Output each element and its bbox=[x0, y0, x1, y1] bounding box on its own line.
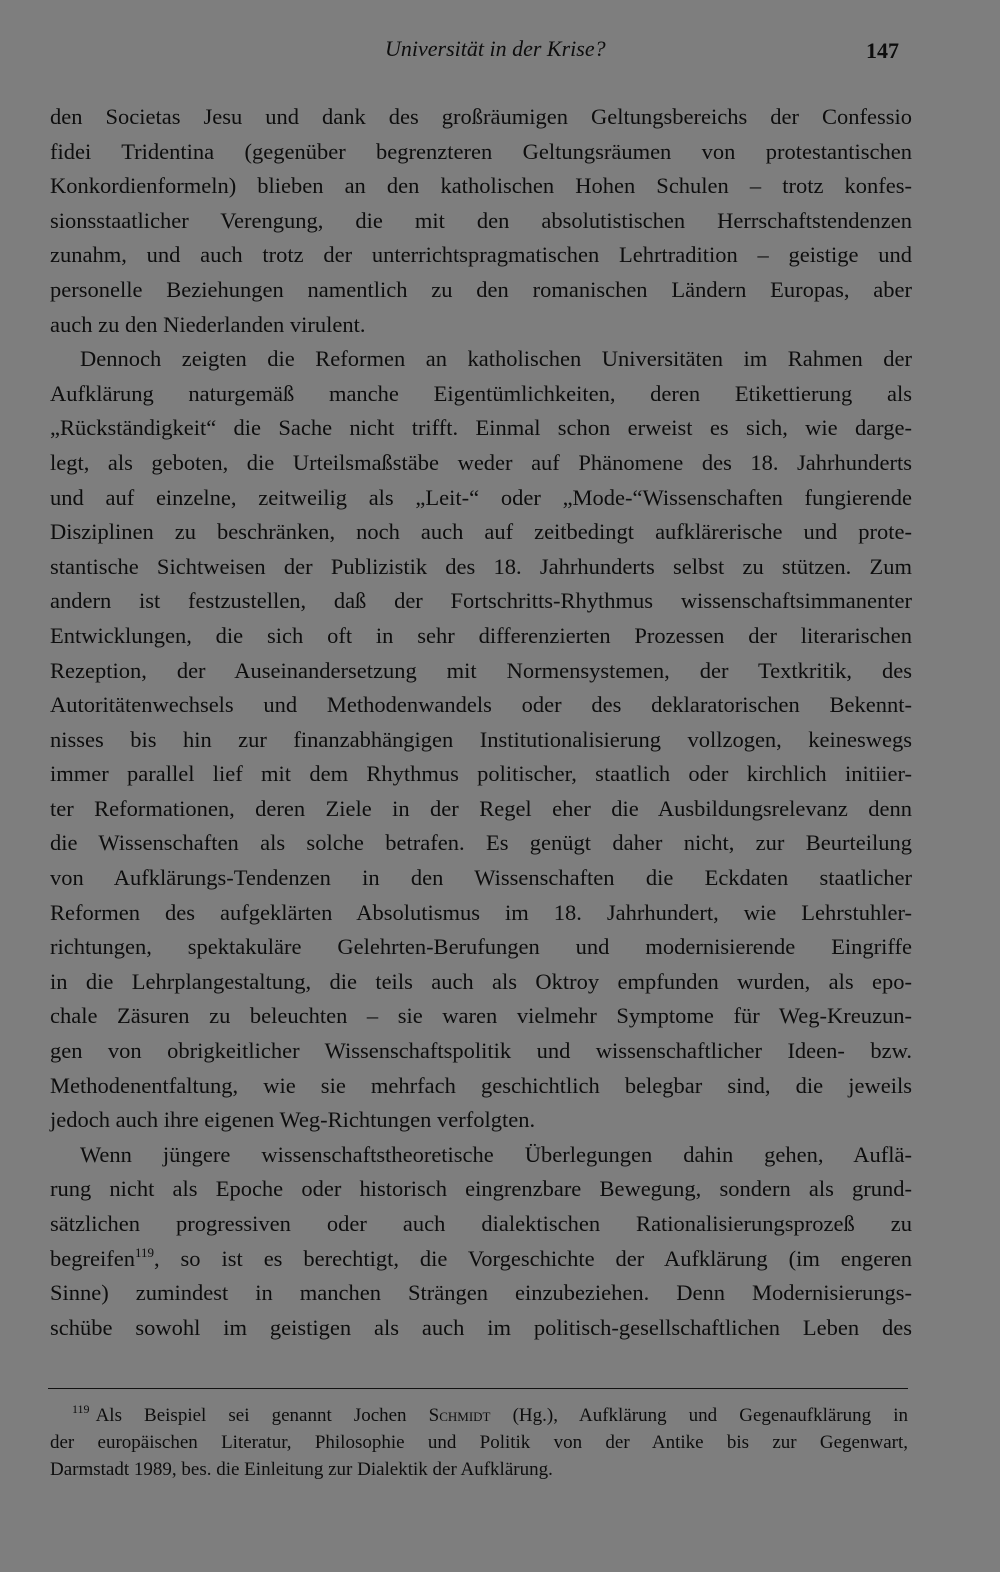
text-line: zunahm, und auch trotz der unterrichtspragmatischen Lehrtradition – geistige und bbox=[50, 242, 912, 268]
text-line: immer parallel lief mit dem Rhythmus politischer, staatlich oder kirchlich initiier- bbox=[50, 761, 912, 787]
text-line: gen von obrigkeitlicher Wissenschaftspolitik und wissenschaftlicher Ideen- bzw. bbox=[50, 1038, 912, 1064]
text-line: andern ist festzustellen, daß der Fortschritts-Rhythmus wissenschaftsimmanenter bbox=[50, 588, 912, 614]
text-line: rung nicht als Epoche oder historisch eingrenzbare Bewegung, sondern als grund- bbox=[50, 1176, 912, 1202]
text-line: Methodenentfaltung, wie sie mehrfach geschichtlich belegbar sind, die jeweils bbox=[50, 1072, 912, 1098]
text-line: und auf einzelne, zeitweilig als „Leit-“ oder „Mode-“Wissenschaften fungierende bbox=[50, 484, 912, 510]
footnote bbox=[50, 1402, 908, 1483]
footnote-line: der europäischen Literatur, Philosophie und Politik von der Antike bis zur Gegenwart, bbox=[50, 1432, 908, 1453]
text-line: fidei Tridentina (gegenüber begrenzteren Geltungsräumen von protestantischen bbox=[50, 138, 912, 164]
text-line: Disziplinen zu beschränken, noch auch auf zeitbedingt aufklärerische und prote- bbox=[50, 519, 912, 545]
text-line: Wenn jüngere wissenschaftstheoretische Überlegungen dahin gehen, Auflä- bbox=[80, 1141, 912, 1167]
text-line: sionsstaatlicher Verengung, die mit den absolutistischen Herrschaftstendenzen bbox=[50, 207, 912, 233]
text-line: Konkordienformeln) blieben an den katholischen Hohen Schulen – trotz konfes- bbox=[50, 173, 912, 199]
running-title: Universität in der Krise? bbox=[385, 36, 606, 61]
footnote-marker: 119 bbox=[72, 1402, 90, 1416]
text-line: in die Lehrplangestaltung, die teils auch als Oktroy empfunden wurden, als epo- bbox=[50, 968, 912, 994]
footnote-author: Schmidt bbox=[428, 1405, 491, 1426]
text-line: die Wissenschaften als solche betrafen. Es genügt daher nicht, zur Beurteilung bbox=[50, 830, 912, 856]
paragraph bbox=[50, 342, 912, 1138]
page-number: 147 bbox=[866, 38, 899, 63]
text-line: Dennoch zeigten die Reformen an katholischen Universitäten im Rahmen der bbox=[80, 346, 912, 372]
text-segment: , so ist es berechtigt, die Vorgeschichte der Aufklärung (im engeren bbox=[153, 1245, 912, 1271]
footnote-reference[interactable]: 119 bbox=[134, 1244, 154, 1260]
text-line: richtungen, spektakuläre Gelehrten-Berufungen und modernisierende Eingriffe bbox=[50, 934, 912, 960]
text-line: nisses bis hin zur finanzabhängigen Institutionalisierung vollzogen, keineswegs bbox=[50, 726, 912, 752]
text-line: Reformen des aufgeklärten Absolutismus im 18. Jahrhundert, wie Lehrstuhler- bbox=[50, 899, 912, 925]
text-line-with-footnote-ref bbox=[50, 1242, 912, 1277]
text-line: „Rückständigkeit“ die Sache nicht trifft. Einmal schon erweist es sich, wie darge- bbox=[50, 415, 912, 441]
footnote-line bbox=[50, 1402, 908, 1429]
text-line: chale Zäsuren zu beleuchten – sie waren vielmehr Symptome für Weg-Kreuzun- bbox=[50, 1003, 912, 1029]
text-line: Aufklärung naturgemäß manche Eigentümlichkeiten, deren Etikettierung als bbox=[50, 380, 912, 406]
text-line: den Societas Jesu und dank des großräumigen Geltungsbereichs der Confessio bbox=[50, 104, 912, 129]
footnote-text: Als Beispiel sei genannt Jochen bbox=[95, 1405, 429, 1426]
text-segment: begreifen bbox=[50, 1245, 135, 1271]
text-line: stantische Sichtweisen der Publizistik des 18. Jahrhunderts selbst zu stützen. Zum bbox=[50, 553, 912, 579]
text-line: Rezeption, der Auseinandersetzung mit Normensystemen, der Textkritik, des bbox=[50, 657, 912, 683]
text-line: auch zu den Niederlanden virulent. bbox=[50, 311, 366, 337]
text-line: Autoritätenwechsels und Methodenwandels oder des deklaratorischen Bekennt- bbox=[50, 692, 912, 718]
body-text bbox=[50, 100, 912, 1345]
footnote-line: Darmstadt 1989, bes. die Einleitung zur Dialektik der Aufklärung. bbox=[50, 1459, 553, 1480]
paragraph bbox=[50, 1138, 912, 1346]
text-line: legt, als geboten, die Urteilsmaßstäbe weder auf Phänomene des 18. Jahrhunderts bbox=[50, 449, 912, 475]
paragraph bbox=[50, 100, 912, 342]
text-line: personelle Beziehungen namentlich zu den romanischen Ländern Europas, aber bbox=[50, 276, 912, 302]
text-line: sätzlichen progressiven oder auch dialektischen Rationalisierungsprozeß zu bbox=[50, 1211, 912, 1236]
text-line: schübe sowohl im geistigen als auch im politisch-gesellschaftlichen Leben des bbox=[50, 1314, 912, 1340]
text-line: jedoch auch ihre eigenen Weg-Richtungen verfolgten. bbox=[50, 1107, 536, 1133]
text-line: von Aufklärungs-Tendenzen in den Wissenschaften die Eckdaten staatlicher bbox=[50, 865, 912, 891]
text-line: Sinne) zumindest in manchen Strängen einzubeziehen. Denn Modernisierungs- bbox=[50, 1280, 912, 1306]
text-line: Entwicklungen, die sich oft in sehr differenzierten Prozessen der literarischen bbox=[50, 622, 912, 648]
footnote-divider bbox=[48, 1388, 908, 1389]
footnote-text: (Hg.), Aufklärung und Gegenaufklärung in bbox=[490, 1405, 908, 1426]
text-line: ter Reformationen, deren Ziele in der Regel eher die Ausbildungsrelevanz denn bbox=[50, 795, 912, 821]
